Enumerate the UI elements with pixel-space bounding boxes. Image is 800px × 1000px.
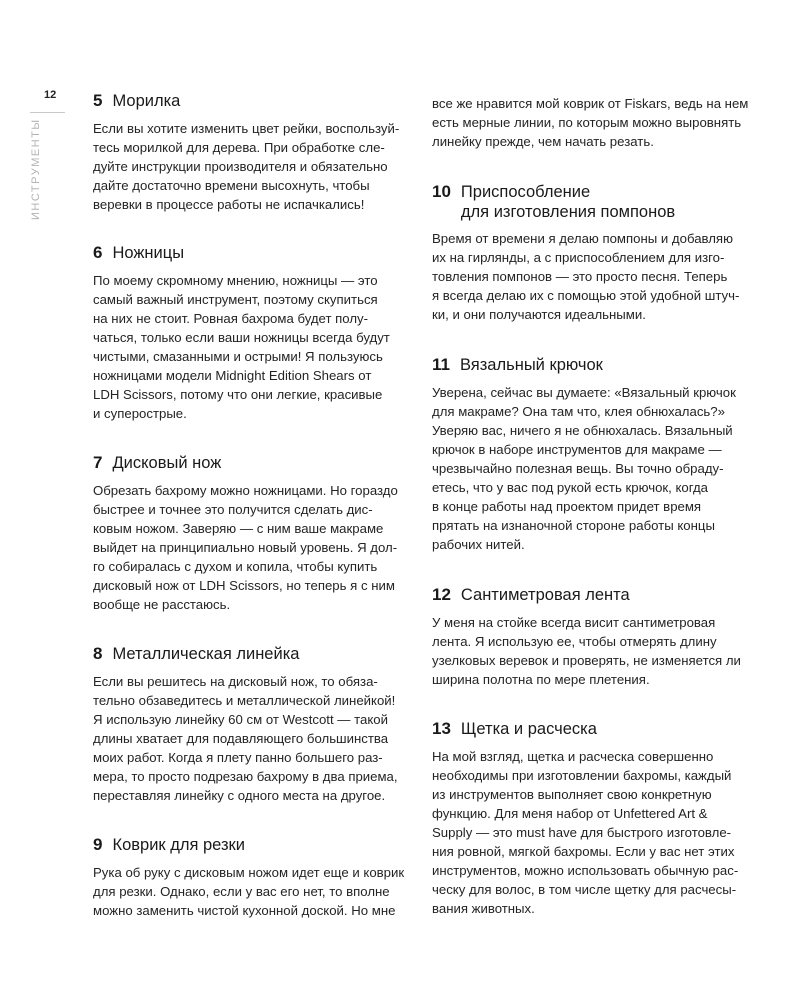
- body-line: прятать на изнаночной стороне работы концы: [432, 518, 715, 533]
- body-line: ческу для волос, в том числе щетку для расчесы-: [432, 882, 737, 897]
- section-title: Коврик для резки: [112, 836, 245, 854]
- body-line: ки, и они получаются идеальными.: [432, 307, 646, 322]
- section-body: [93, 119, 405, 214]
- body-line: чрезвычайно полезная вещь. Вы точно обраду-: [432, 461, 724, 476]
- section-number: 10: [432, 182, 451, 201]
- section-heading: [93, 90, 405, 112]
- section-body: [93, 271, 405, 423]
- body-line: тесь морилкой для дерева. При обработке сле-: [93, 140, 385, 155]
- body-line: чистыми, смазанными и острыми! Я пользуюсь: [93, 349, 383, 364]
- section-heading: [432, 584, 744, 606]
- body-line: ширина полотна по мере плетения.: [432, 672, 650, 687]
- body-line: вообще не расстаюсь.: [93, 597, 231, 612]
- section-brush-comb: [432, 718, 744, 918]
- body-line: го собиралась с духом и копила, чтобы купить: [93, 559, 378, 574]
- body-line: для макраме? Она там что, клея обнюхалась?»: [432, 404, 725, 419]
- body-line: переставляя линейку с одного места на другое.: [93, 788, 386, 803]
- body-line: ковым ножом. Заверяю — с ним ваше макраме: [93, 521, 384, 536]
- section-heading: [432, 181, 744, 222]
- body-line: Я использую линейку 60 см от Westcott — такой: [93, 712, 388, 727]
- body-line: функцию. Для меня набор от Unfettered Art &: [432, 806, 708, 821]
- section-heading: [93, 242, 405, 264]
- body-line: их на гирлянды, а с приспособлением для изго-: [432, 250, 725, 265]
- body-line: товления помпонов — это просто песня. Теперь: [432, 269, 728, 284]
- section-metal-ruler: [93, 643, 405, 805]
- body-line: дуйте инструкции производителя и обязательно: [93, 159, 388, 174]
- body-line: из инструментов выполняет свою конкретную: [432, 787, 712, 802]
- continued-text: [432, 94, 749, 151]
- body-line: У меня на стойке всегда висит сантиметровая: [432, 615, 716, 630]
- section-title: Морилка: [112, 92, 181, 110]
- body-line: рабочих нитей.: [432, 537, 525, 552]
- section-title: Металлическая линейка: [112, 645, 300, 663]
- body-line: линейку прежде, чем начать резать.: [432, 134, 654, 149]
- body-line: самый важный инструмент, поэтому скупиться: [93, 292, 378, 307]
- section-body: [432, 613, 744, 689]
- section-body: [93, 672, 405, 805]
- section-body: [93, 863, 405, 920]
- section-body: [93, 481, 405, 614]
- body-line: тельно обзаведитесь и металлической линейкой!: [93, 693, 396, 708]
- body-line: на них не стоит. Ровная бахрома будет полу-: [93, 311, 369, 326]
- left-column: [93, 90, 405, 944]
- body-line: ния ровной, мягкой бахромы. Если у вас нет этих: [432, 844, 735, 859]
- body-line: я всегда делаю их с помощью этой удобной штуч-: [432, 288, 740, 303]
- section-title: Сантиметровая лента: [460, 586, 630, 604]
- body-line: быстрее и точнее это получится сделать дис-: [93, 502, 373, 517]
- body-line: узелковых веревок и проверять, не изменяется ли: [432, 653, 741, 668]
- section-number: 11: [432, 355, 450, 374]
- section-crochet-hook: [432, 354, 744, 554]
- page-number: 12: [44, 89, 57, 101]
- side-label: ИНСТРУМЕНТЫ: [30, 118, 42, 220]
- section-heading: [93, 834, 405, 856]
- body-line: лента. Я использую ее, чтобы отмерять длину: [432, 634, 717, 649]
- section-body: [432, 747, 744, 918]
- body-line: инструментов, можно использовать обычную рас-: [432, 863, 739, 878]
- body-line: Уверена, сейчас вы думаете: «Вязальный крючок: [432, 385, 736, 400]
- section-rotary-cutter: [93, 452, 405, 614]
- section-number: 13: [432, 719, 451, 738]
- section-cutting-mat: [93, 834, 405, 920]
- section-measuring-tape: [432, 584, 744, 689]
- section-number: 6: [93, 243, 103, 262]
- section-number: 7: [93, 453, 103, 472]
- right-column: [432, 94, 749, 942]
- body-line: Если вы решитесь на дисковый нож, то обяза-: [93, 674, 378, 689]
- body-line: етесь, что у вас под рукой есть крючок, когда: [432, 480, 708, 495]
- body-line: вания животных.: [432, 901, 535, 916]
- section-number: 5: [93, 91, 103, 110]
- body-line: и суперострые.: [93, 406, 187, 421]
- body-line: мера, то просто подрезаю бахрому в два приема,: [93, 769, 398, 784]
- body-line: все же нравится мой коврик от Fiskars, ведь на нем: [432, 96, 749, 111]
- side-rule: [30, 112, 65, 113]
- body-line: дайте достаточно времени высохнуть, чтобы: [93, 178, 370, 193]
- section-stain: [93, 90, 405, 214]
- body-line: длины хватает для подавляющего большинства: [93, 731, 389, 746]
- body-line: LDH Scissors, потому что они легкие, красивые: [93, 387, 383, 402]
- title-line: Приспособление: [460, 183, 591, 201]
- section-title: Дисковый нож: [112, 454, 222, 472]
- body-line: выйдет на принципиально новый уровень. Я дол-: [93, 540, 398, 555]
- title-line: для изготовления помпонов: [460, 203, 676, 221]
- body-line: веревки в процессе работы не испачкались!: [93, 197, 365, 212]
- section-scissors: [93, 242, 405, 423]
- body-line: Время от времени я делаю помпоны и добавляю: [432, 231, 733, 246]
- body-line: Если вы хотите изменить цвет рейки, воспользуй-: [93, 121, 400, 136]
- body-line: Supply — это must have для быстрого изготовле-: [432, 825, 732, 840]
- body-line: По моему скромному мнению, ножницы — это: [93, 273, 378, 288]
- section-heading: [93, 643, 405, 665]
- section-heading: [432, 354, 744, 376]
- body-line: Обрезать бахрому можно ножницами. Но гораздо: [93, 483, 398, 498]
- section-body: [432, 383, 744, 554]
- section-number: 9: [93, 835, 103, 854]
- body-line: моих работ. Когда я плету панно большего раз-: [93, 750, 383, 765]
- section-title: Щетка и расческа: [460, 720, 597, 738]
- body-line: можно заменить чистой кухонной доской. Но мне: [93, 903, 396, 918]
- section-body: [432, 229, 744, 324]
- body-line: крючок в наборе инструментов для макраме —: [432, 442, 722, 457]
- body-line: необходимы при изготовлении бахромы, каждый: [432, 768, 732, 783]
- section-title: Вязальный крючок: [459, 356, 603, 374]
- section-title: [461, 182, 675, 222]
- body-line: дисковый нож от LDH Scissors, но теперь я с ним: [93, 578, 395, 593]
- body-line: На мой взгляд, щетка и расческа совершенно: [432, 749, 714, 764]
- section-title: Ножницы: [112, 244, 185, 262]
- body-line: Рука об руку с дисковым ножом идет еще и коврик: [93, 865, 405, 880]
- body-line: Уверяю вас, ничего я не обнюхалась. Вязальный: [432, 423, 733, 438]
- body-line: чаться, только если ваши ножницы всегда будут: [93, 330, 390, 345]
- section-heading: [93, 452, 405, 474]
- section-number: 12: [432, 585, 451, 604]
- section-number: 8: [93, 644, 103, 663]
- body-line: в конце работы над проектом придет время: [432, 499, 702, 514]
- body-line: для резки. Однако, если у вас его нет, то вполне: [93, 884, 390, 899]
- body-line: ножницами модели Midnight Edition Shears от: [93, 368, 372, 383]
- section-heading: [432, 718, 744, 740]
- section-pompom-maker: [432, 181, 744, 324]
- body-line: есть мерные линии, по которым можно выровнять: [432, 115, 742, 130]
